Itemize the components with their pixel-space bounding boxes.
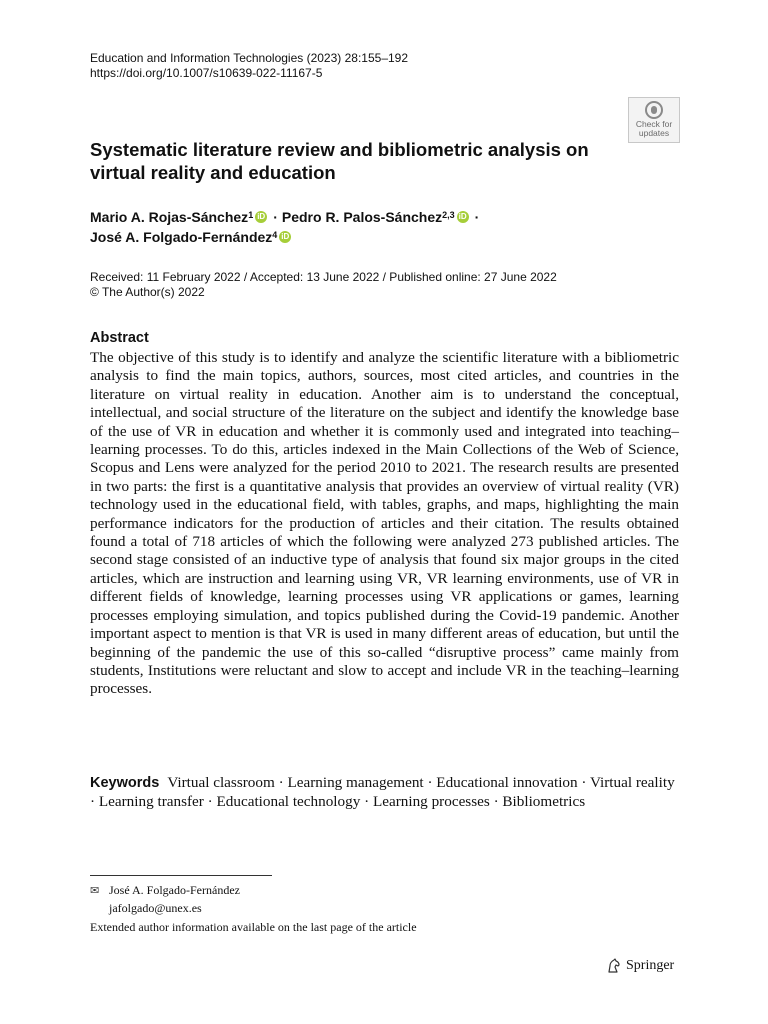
author-affiliation: 1 (248, 210, 254, 220)
publication-dates (90, 270, 557, 300)
publisher-name: Springer (626, 958, 675, 974)
author-separator: · (273, 209, 278, 225)
abstract-text: The objective of this study is to identify and analyze the scientific literature with a bibliometric analysis to find the main topics, authors, sources, most cited articles, and countries in the literature on virtual reality in education. Another aim is to understand the conceptual, intellectual, and social structure of the literature on the subject and identify the knowledge base of the use of VR in education and whether it is commonly used and integrated into teaching–learning processes. To do this, articles indexed in the Main Collections of the Web of Science, Scopus and Lens were analyzed for the period 2010 to 2021. The research results are presented in two parts: the first is a quantitative analysis that provides an overview of virtual reality (VR) technology used in the educational field, with tables, graphs, and maps, highlighting the main performance indicators for the production of articles and their citation. The results obtained found a total of 718 articles of which the following were analyzed 273 published articles. The second stage consisted of an inductive type of analysis that found six major groups in the cited articles, which are instruction and learning using VR, VR learning environments, use of VR in different fields of knowledge, learning processes using VR applications or games, learning processes employing simulation, and topics published during the Covid-19 pandemic. Another important aspect to mention is that VR is used in many different areas of education, but until the beginning of the pandemic the use of this so-called “disruptive process” came mainly from students, Institutions were reluctant and slow to accept and include VR in the teaching–learning processes. (90, 349, 679, 698)
orcid-icon[interactable]: iD (281, 232, 290, 242)
publisher-logo (606, 958, 674, 974)
badge-line1: Check for (635, 119, 673, 129)
author-name: Pedro R. Palos-Sánchez (281, 209, 443, 225)
dates-line: Received: 11 February 2022 / Accepted: 13 June 2022 / Published online: 27 June 2022 (90, 270, 557, 284)
correspondence (90, 882, 240, 917)
author-list (90, 207, 483, 247)
correspondence-email[interactable]: jafolgado@unex.es (109, 901, 202, 915)
copyright-line: © The Author(s) 2022 (90, 285, 205, 299)
author-name: Mario A. Rojas-Sánchez (90, 209, 249, 225)
check-for-updates-icon (645, 101, 663, 119)
keywords-block (90, 774, 679, 812)
keywords-heading: Keywords (90, 775, 160, 791)
orcid-icon[interactable]: iD (257, 212, 266, 222)
badge-line2: updates (638, 128, 670, 138)
journal-citation: Education and Information Technologies (2023) 28:155–192 (90, 51, 409, 65)
orcid-icon[interactable]: iD (458, 212, 467, 222)
author-name: José A. Folgado-Fernández (90, 229, 273, 245)
author-separator: · (474, 209, 480, 225)
author-line-1 (90, 207, 483, 227)
journal-header (90, 51, 408, 81)
springer-horse-icon (606, 958, 622, 974)
footnote-rule (90, 875, 272, 876)
extended-author-info: Extended author information available on the last page of the article (90, 920, 417, 934)
doi-link[interactable]: https://doi.org/10.1007/s10639-022-11167-5 (90, 66, 323, 80)
author-affiliation: 4 (272, 230, 278, 240)
keywords-list: Virtual classroom · Learning management · Educational innovation · Virtual reality · Learning transfer · Educational technology · Learning processes · Bibliometrics (90, 774, 675, 810)
author-line-2 (90, 227, 483, 247)
correspondence-name: José A. Folgado-Fernández (109, 883, 240, 897)
article-title: Systematic literature review and bibliometric analysis on virtual reality and education (90, 139, 589, 183)
check-for-updates-badge[interactable] (628, 97, 680, 143)
author-affiliation: 2,3 (442, 210, 455, 220)
envelope-icon: ✉ (90, 885, 100, 897)
abstract-heading: Abstract (90, 330, 149, 346)
correspondence-name-line (90, 882, 240, 900)
